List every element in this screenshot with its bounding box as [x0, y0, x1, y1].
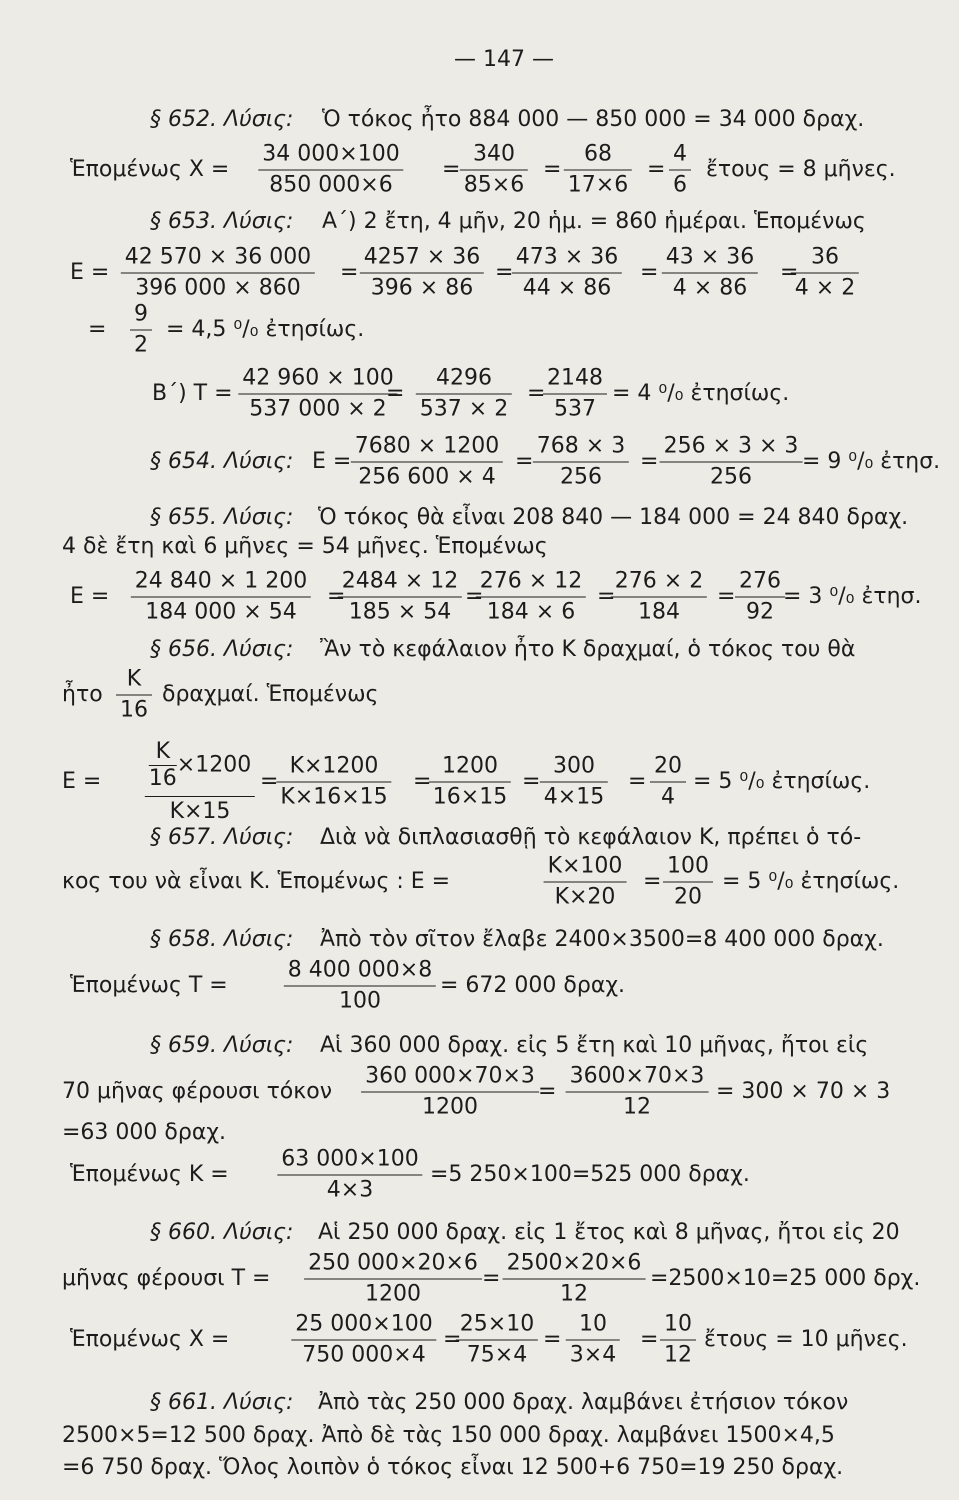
fraction: $\frac{43 \times 36}{4 \times 86}$	[662, 247, 758, 300]
s653-text: Α΄) 2 ἔτη, 4 μῆν, 20 ἡμ. = 860 ἡμέραι. Ἑπομένως	[322, 209, 866, 234]
s660-heading: § 660. Λύσις:	[150, 1220, 294, 1245]
fraction: $\frac{360 000\times 70\times 3}{1200}$	[361, 1066, 539, 1119]
fraction: $\frac{1200}{16\times 15}$	[429, 756, 511, 809]
fraction: $\frac{100}{20}$	[663, 856, 713, 909]
s653-heading: § 653. Λύσις:	[150, 209, 294, 234]
fraction: $\frac{42 960 \times 100}{537 000 \times 2}$	[238, 368, 397, 421]
fraction: $\frac{250 000\times 20\times 6}{1200}$	[304, 1253, 482, 1306]
fraction: $\frac{K\times 100}{K\times 20}$	[544, 856, 627, 909]
fraction: $\frac{276}{92}$	[735, 571, 785, 624]
fraction: $\frac{276 \times 2}{184}$	[611, 571, 707, 624]
fraction: $\frac{25\times 10}{75\times 4}$	[456, 1314, 538, 1367]
fraction: $\frac{K}{16}$ ×1200 K×15	[145, 741, 255, 823]
fraction: $\frac{276 \times 12}{184 \times 6}$	[476, 571, 586, 624]
s659-heading: § 659. Λύσις:	[150, 1033, 294, 1058]
fraction: $\frac{8 400 000\times 8}{100}$	[284, 960, 436, 1013]
s652-text: Ὁ τόκος ἦτο 884 000 — 850 000 = 34 000 δραχ.	[322, 107, 865, 132]
fraction: $\frac{36}{4 \times 2}$	[791, 247, 859, 300]
fraction: $\frac{24 840 \times 1 200}{184 000 \times 54}$	[131, 571, 311, 624]
fraction: $\frac{768 \times 3}{256}$	[533, 436, 629, 489]
page-number: — 147 —	[454, 47, 554, 72]
fraction: $\frac{10}{3\times 4}$	[566, 1314, 620, 1367]
fraction: $\frac{K}{16}$	[116, 669, 152, 722]
fraction: $\frac{34 000\times 100}{850 000\times 6}$	[258, 144, 403, 197]
fraction: $\frac{20}{4}$	[650, 756, 686, 809]
fraction: $\frac{7680 \times 1200}{256 600 \times 4}$	[351, 436, 503, 489]
book-page: — 147 — § 652. Λύσις: Ὁ τόκος ἦτο 884 000 — 850 000 = 34 000 δραχ. Ἑπομένως X = $\frac{34 000\times 100}{850 000\times 6}$ = $\frac{340}{85\times 6}$ = $\frac{68}{17\times 6}$ = $\frac{4}{6}$ ἔτους = 8 μῆνες. § 653. Λύσις: Α΄) 2 ἔτη, 4 μῆν, 20 ἡμ. = 860 ἡμέραι. Ἑπομένως E = $\frac{42 570 \times 36 000}{396 000 \times 860}$ = $\frac{4257 \times 36}{396 \times 86}$ = $\frac{473 \times 36}{44 \times 86}$ = $\frac{43 \times 36}{4 \times 86}$ = $\frac{36}{4 \times 2}$ = $\frac{9}{2}$ = 4,5 ⁰/₀ ἐτησίως. B΄) T = $\frac{42 960 \times 100}{537 000 \times 2}$ = $\frac{4296}{537 \times 2}$ = $\frac{2148}{537}$ = 4 ⁰/₀ ἐτησίως. § 654. Λύσις: E = $\frac{7680 \times 1200}{256 600 \times 4}$ = $\frac{768 \times 3}{256}$ = $\frac{256 \times 3 \times 3}{256}$ = 9 ⁰/₀ ἐτησ. § 655. Λύσις: Ὁ τόκος θὰ εἶναι 208 840 — 184 000 = 24 840 δραχ. 4 δὲ ἔτη καὶ 6 μῆνες = 54 μῆνες. Ἑπομένως E = $\frac{24 840 \times 1 200}{184 000 \times 54}$ = $\frac{2484 \times 12}{185 \times 54}$ = $\frac{276 \times 12}{184 \times 6}$ = $\frac{276 \times 2}{184}$ = $\frac{276}{92}$ = 3 ⁰/₀ ἐτησ. § 656. Λύσις: Ἂν τὸ κεφάλαιον ἦτο K δραχμαί, ὁ τόκος του θὰ ἦτο $\frac{K}{16}$ δραχμαί. Ἑπομένως E = $\frac{K}{16}$ ×1200 K×15 = $\frac{K\times 1200}{K\times 16\times 15}$ = $\frac{1200}{16\times 15}$ = $\frac{300}{4\times 15}$ = $\frac{20}{4}$ = 5 ⁰/₀ ἐτησίως. § 657. Λύσις: Διὰ νὰ διπλασιασθῇ τὸ κεφάλαιον K, πρέπει ὁ τό- κος του νὰ εἶναι K. Ἑπομένως : E = $\frac{K\times 100}{K\times 20}$ = $\frac{100}{20}$ = 5 ⁰/₀ ἐτησίως. § 658. Λύσις: Ἀπὸ τὸν σῖτον ἔλαβε 2400×3500=8 400 000 δραχ. Ἑπομένως T = $\frac{8 400 000\times 8}{100}$ = 672 000 δραχ. § 659. Λύσις: Αἱ 360 000 δραχ. εἰς 5 ἔτη καὶ 10 μῆνας, ἤτοι εἰς 70 μῆνας φέρουσι τόκον $\frac{360 000\times 70\times 3}{1200}$ = $\frac{3600\times 70\times 3}{12}$ = 300 × 70 × 3 =63 000 δραχ. Ἑπομένως K = $\frac{63 000\times 100}{4\times 3}$ =5 250×100=525 000 δραχ. § 660. Λύσις: Αἱ 250 000 δραχ. εἰς 1 ἔτος καὶ 8 μῆνας, ἤτοι εἰς 20 μῆνας φέρουσι T = $\frac{250 000\times 20\times 6}{1200}$ = $\frac{2500\times 20\times 6}{12}$ =2500×10=25 000 δρχ. Ἑπομένως X = $\frac{25 000\times 100}{750 000\times 4}$ = $\frac{25\times 10}{75\times 4}$ = $\frac{10}{3\times 4}$ = $\frac{10}{12}$ ἔτους = 10 μῆνες. § 661. Λύσις: Ἀπὸ τὰς 250 000 δραχ. λαμβάνει ἐτήσιον τόκον 2500×5=12 500 δραχ. Ἀπὸ δὲ τὰς 150 000 δραχ. λαμβάνει 1500×4,5 =6 750 δραχ. Ὅλος λοιπὸν ὁ τόκος εἶναι 12 500+6 750=19 250 δραχ.	[62, 47, 941, 1480]
fraction: $\frac{3600\times 70\times 3}{12}$	[566, 1066, 709, 1119]
fraction: $\frac{2500\times 20\times 6}{12}$	[503, 1253, 646, 1306]
fraction: $\frac{4296}{537 \times 2}$	[416, 368, 512, 421]
fraction: $\frac{4257 \times 36}{396 \times 86}$	[360, 247, 484, 300]
s654-heading: § 654. Λύσις:	[150, 449, 294, 474]
s657-heading: § 657. Λύσις:	[150, 825, 294, 850]
s658-heading: § 658. Λύσις:	[150, 927, 294, 952]
s652-result: ἔτους = 8 μῆνες.	[706, 157, 896, 182]
fraction: $\frac{10}{12}$	[660, 1314, 696, 1367]
s652-heading: § 652. Λύσις:	[150, 107, 294, 132]
fraction: $\frac{63 000\times 100}{4\times 3}$	[277, 1149, 422, 1202]
fraction: $\frac{2148}{537}$	[543, 368, 607, 421]
fraction: $\frac{K\times 1200}{K\times 16\times 15}$	[276, 756, 391, 809]
fraction: $\frac{9}{2}$	[130, 304, 152, 357]
fraction: $\frac{256 \times 3 \times 3}{256}$	[660, 436, 803, 489]
fraction: $\frac{340}{85\times 6}$	[460, 144, 528, 197]
s655-heading: § 655. Λύσις:	[150, 505, 294, 530]
fraction: $\frac{2484 \times 12}{185 \times 54}$	[338, 571, 462, 624]
fraction: $\frac{25 000\times 100}{750 000\times 4}$	[291, 1314, 436, 1367]
fraction: $\frac{68}{17\times 6}$	[564, 144, 632, 197]
s661-heading: § 661. Λύσις:	[150, 1390, 294, 1415]
s656-heading: § 656. Λύσις:	[150, 637, 294, 662]
fraction: $\frac{473 \times 36}{44 \times 86}$	[512, 247, 622, 300]
fraction: $\frac{42 570 \times 36 000}{396 000 \times 860}$	[121, 247, 315, 300]
fraction: $\frac{4}{6}$	[669, 144, 691, 197]
s652-prefix: Ἑπομένως X =	[70, 157, 230, 182]
fraction: $\frac{300}{4\times 15}$	[540, 756, 608, 809]
